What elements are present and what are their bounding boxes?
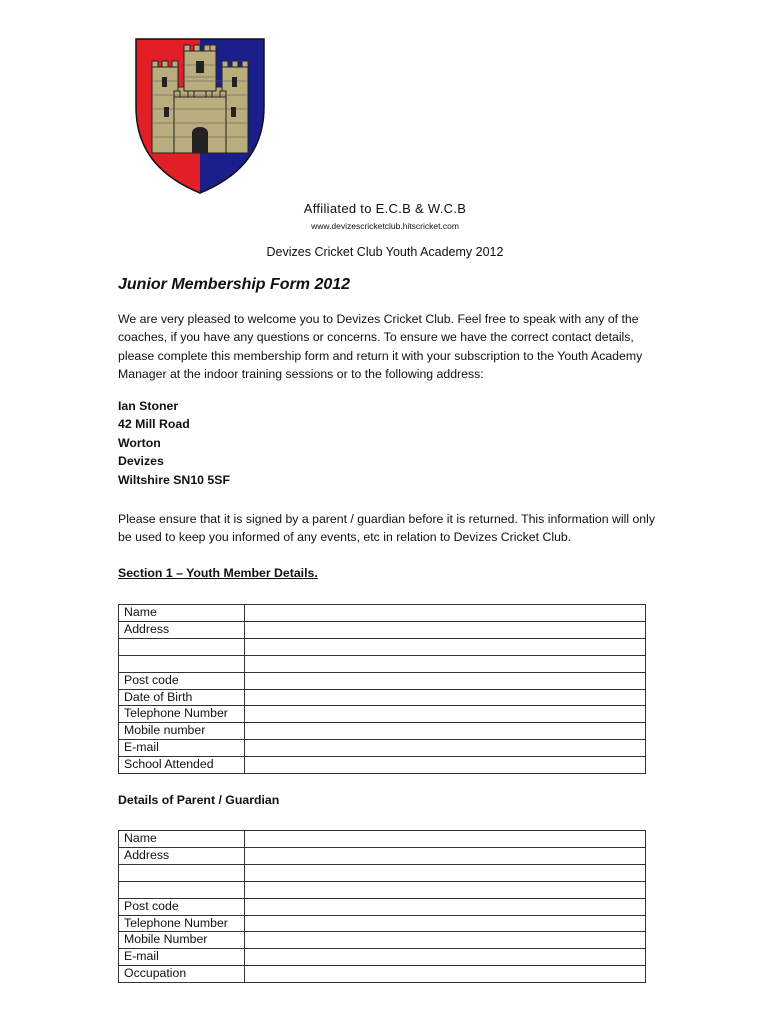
field-input[interactable] [245,706,646,723]
address-line: Wiltshire SN10 5SF [118,472,230,487]
table-row [119,723,646,740]
field-input[interactable] [245,740,646,757]
field-input[interactable] [245,898,646,915]
table-row [119,915,646,932]
field-label: Mobile number [119,723,245,740]
castle-shield-crest-icon [134,37,266,195]
field-label [119,655,245,672]
field-input[interactable] [245,881,646,898]
field-input[interactable] [245,932,646,949]
address-line: 42 Mill Road [118,417,190,432]
table-row [119,966,646,983]
field-input[interactable] [245,757,646,774]
form-title: Junior Membership Form 2012 [118,276,351,293]
table-row [119,689,646,706]
youth-member-table [118,604,646,774]
field-input[interactable] [245,638,646,655]
address-line: Devizes [118,454,164,469]
field-label: E-mail [119,740,245,757]
table-row [119,605,646,622]
field-label [119,881,245,898]
field-input[interactable] [245,847,646,864]
field-label [119,864,245,881]
field-label [119,638,245,655]
address-line: Worton [118,435,161,450]
field-input[interactable] [245,966,646,983]
field-label: Address [119,847,245,864]
field-label: Name [119,831,245,848]
field-input[interactable] [245,915,646,932]
parent-guardian-table [118,830,646,983]
table-row [119,740,646,757]
affiliation-text: Affiliated to E.C.B & W.C.B [303,201,467,216]
field-input[interactable] [245,621,646,638]
website-text: www.devizescricketclub.hitscricket.com [311,221,459,231]
academy-text: Devizes Cricket Club Youth Academy 2012 [266,245,504,259]
field-label: School Attended [119,757,245,774]
table-row [119,847,646,864]
field-label: Telephone Number [119,915,245,932]
field-input[interactable] [245,672,646,689]
field-label: E-mail [119,949,245,966]
table-row [119,898,646,915]
return-address [118,397,230,489]
intro-paragraph: We are very pleased to welcome you to Devizes Cricket Club. Feel free to speak with any of the coaches, if you have any questions or concerns. To ensure we have the correct contact details, please complete this membership form and return it with your subscription to the Youth Academy Manager at the indoor training sessions or to the following address: [118,312,643,382]
table-row [119,864,646,881]
field-label: Post code [119,672,245,689]
field-input[interactable] [245,831,646,848]
field-label: Name [119,605,245,622]
field-input[interactable] [245,655,646,672]
table-row [119,831,646,848]
field-label: Address [119,621,245,638]
field-label: Mobile Number [119,932,245,949]
address-line: Ian Stoner [118,399,179,413]
table-row [119,757,646,774]
table-row [119,706,646,723]
section1-heading: Section 1 – Youth Member Details. [118,566,318,580]
field-input[interactable] [245,689,646,706]
table-row [119,949,646,966]
field-input[interactable] [245,864,646,881]
field-input[interactable] [245,949,646,966]
table-row [119,621,646,638]
section2-heading: Details of Parent / Guardian [118,793,280,807]
table-row [119,672,646,689]
notice-paragraph: Please ensure that it is signed by a parent / guardian before it is returned. This information will only be used to keep you informed of any events, etc in relation to Devizes Cricket Club. [118,512,656,545]
table-row [119,655,646,672]
field-label: Telephone Number [119,706,245,723]
table-row [119,932,646,949]
table-row [119,638,646,655]
field-input[interactable] [245,605,646,622]
field-input[interactable] [245,723,646,740]
field-label: Post code [119,898,245,915]
table-row [119,881,646,898]
field-label: Date of Birth [119,689,245,706]
field-label: Occupation [119,966,245,983]
